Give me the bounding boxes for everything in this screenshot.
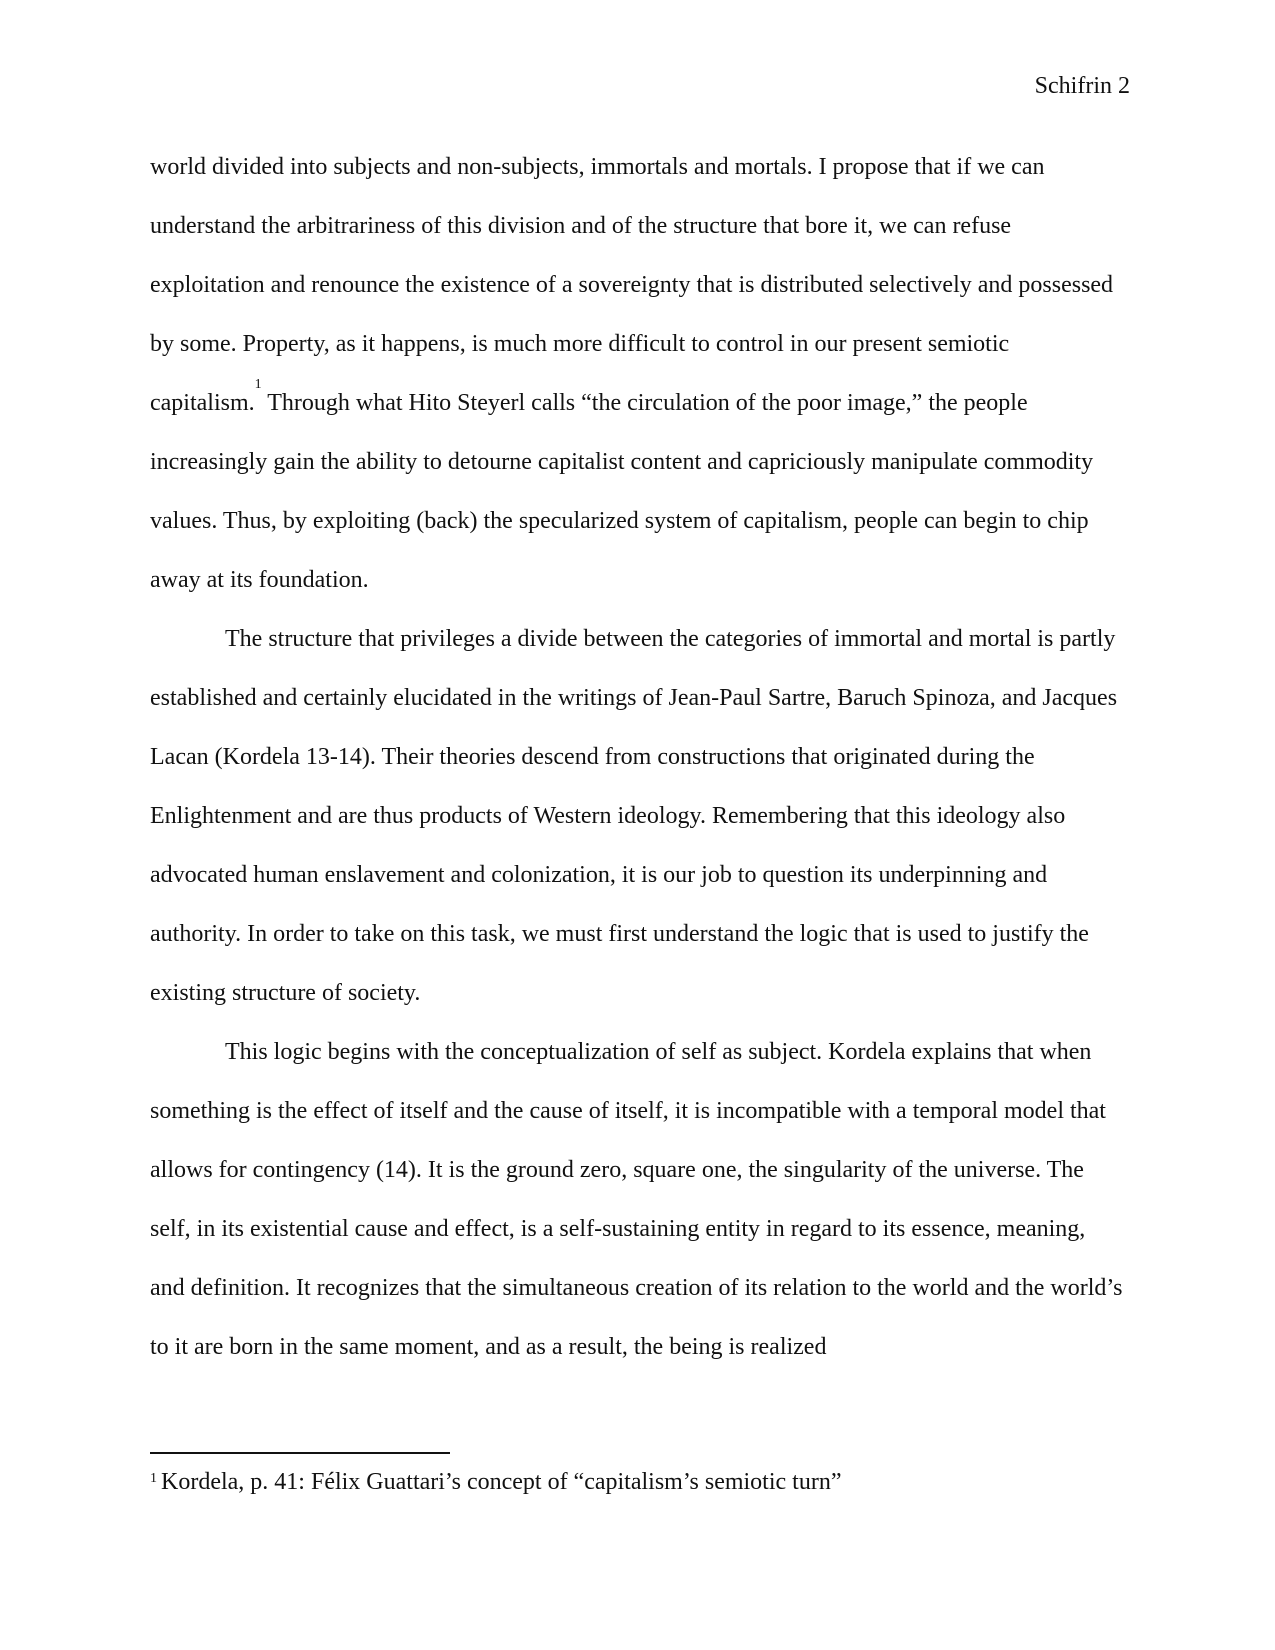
running-head: Schifrin 2: [1034, 73, 1130, 99]
paragraph-1-text-after-ref: Through what Hito Steyerl calls “the circulation of the poor image,” the people increasingly gain the ability to detourne capitalist content and capriciously manipulate commodity values. Thus, by exploiting (back) the specularized system of capitalism, people can begin to chip away at its foundation.: [150, 390, 1094, 593]
footnote-1: [150, 1468, 841, 1497]
footnote-reference-1[interactable]: 1: [254, 377, 262, 392]
paragraph-1: [150, 138, 1125, 610]
paragraph-3: This logic begins with the conceptualization of self as subject. Kordela explains that when something is the effect of itself and the cause of itself, it is incompatible with a temporal model that allows for contingency (14). It is the ground zero, square one, the singularity of the universe. The self, in its existential cause and effect, is a self-sustaining entity in regard to its essence, meaning, and definition. It recognizes that the simultaneous creation of its relation to the world and the world’s to it are born in the same moment, and as a result, the being is realized: [150, 1039, 1123, 1360]
paragraph-2: The structure that privileges a divide between the categories of immortal and mortal is partly established and certainly elucidated in the writings of Jean-Paul Sartre, Baruch Spinoza, and Jacques Lacan (Kordela 13-14). Their theories descend from constructions that originated during the Enlightenment and are thus products of Western ideology. Remembering that this ideology also advocated human enslavement and colonization, it is our job to question its underpinning and authority. In order to take on this task, we must first understand the logic that is used to justify the existing structure of society.: [150, 626, 1118, 1006]
paragraph-1-text-before-ref: world divided into subjects and non-subjects, immortals and mortals. I propose that if we can understand the arbitrariness of this division and of the structure that bore it, we can refuse exploitation and renounce the existence of a sovereignty that is distributed selectively and possessed by some. Property, as it happens, is much more difficult to control in our present semiotic capitalism.: [150, 154, 1114, 416]
footnote-text: Kordela, p. 41: Félix Guattari’s concept of “capitalism’s semiotic turn”: [161, 1469, 842, 1495]
body-text: [150, 138, 1125, 1377]
footnote-separator: [150, 1452, 450, 1454]
footnote-number: 1: [150, 1471, 157, 1486]
